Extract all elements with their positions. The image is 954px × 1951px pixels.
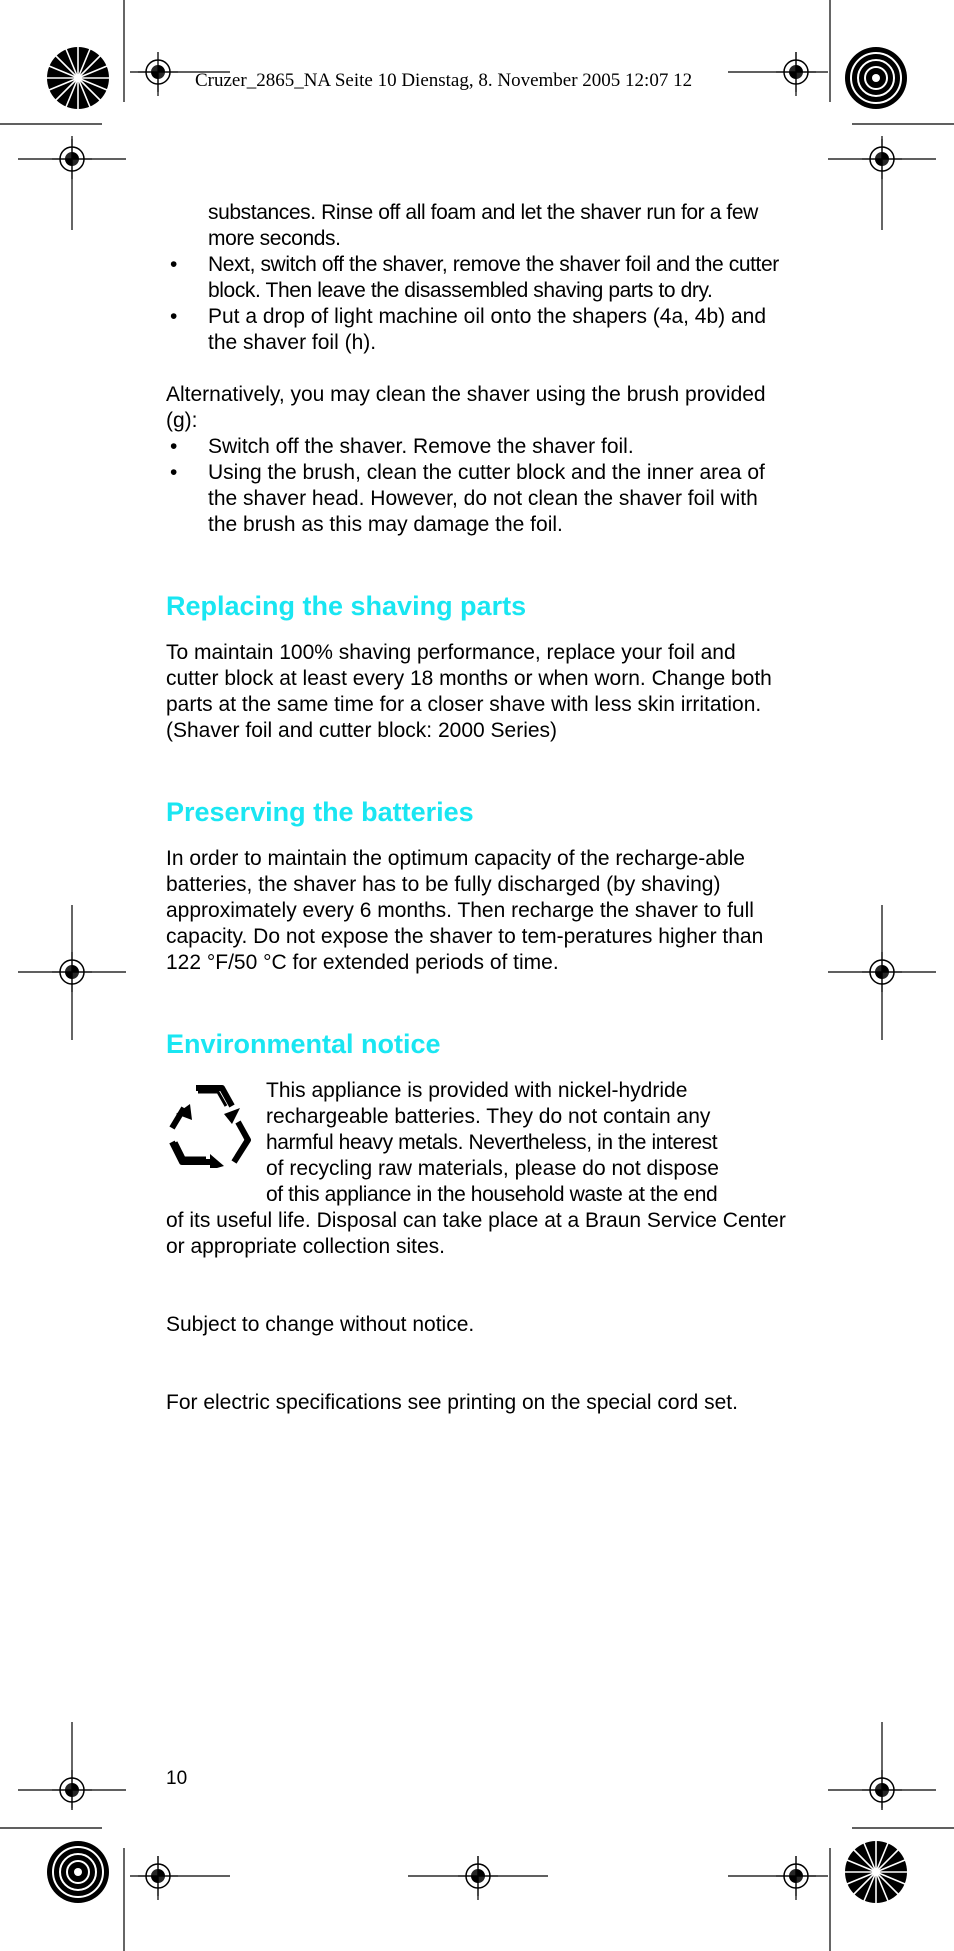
- environment-line-2: rechargeable batteries. They do not contain any: [266, 1105, 711, 1128]
- change-notice: Subject to change without notice.: [166, 1313, 475, 1336]
- environment-line-5: of this appliance in the household waste at the end: [266, 1183, 718, 1206]
- cleaning-bullet-2: • Put a drop of light machine oil onto the shapers (4a, 4b) and the shaver foil (h).: [166, 304, 786, 356]
- cleaning-section: [166, 200, 786, 538]
- replacing-section: [166, 590, 786, 744]
- replacing-body: To maintain 100% shaving performance, replace your foil and cutter block at least every 18 months or when worn. Change both parts at the same time for a closer shave with less skin irritation.: [166, 641, 772, 716]
- batteries-section: [166, 796, 786, 976]
- page-content: [166, 200, 786, 1416]
- electric-notice: For electric specifications see printing on the special cord set.: [166, 1391, 738, 1414]
- environment-section: [166, 1028, 786, 1260]
- alt-bullet-1: • Switch off the shaver. Remove the shaver foil.: [166, 434, 786, 460]
- print-slug: Cruzer_2865_NA Seite 10 Dienstag, 8. November 2005 12:07 12: [195, 70, 693, 91]
- cleaning-bullet-1: • Next, switch off the shaver, remove the shaver foil and the cutter block. Then leave the disassembled shaving parts to dry.: [166, 252, 786, 304]
- recycling-icon: [166, 1078, 252, 1168]
- environment-tail: of its useful life. Disposal can take place at a Braun Service Center or appropriate collection sites.: [166, 1209, 786, 1258]
- batteries-body: In order to maintain the optimum capacity of the recharge-able batteries, the shaver has to be fully discharged (by shaving) approximately every 6 months. Then recharge the shaver to full capacity. Do not expose the shaver to tem-peratures higher than 122 °F/50 °C for extended periods of time.: [166, 847, 764, 974]
- environment-heading: Environmental notice: [166, 1029, 441, 1059]
- page-number: 10: [166, 1768, 188, 1789]
- alt-bullet-2: • Using the brush, clean the cutter block and the inner area of the shaver head. However, do not clean the shaver foil with the brush as this may damage the foil.: [166, 460, 786, 538]
- replacing-note: (Shaver foil and cutter block: 2000 Series): [166, 719, 558, 742]
- replacing-heading: Replacing the shaving parts: [166, 591, 527, 621]
- environment-line-4: of recycling raw materials, please do not dispose: [266, 1157, 719, 1180]
- environment-notice: [166, 1078, 786, 1208]
- environment-line-3: harmful heavy metals. Nevertheless, in the interest: [266, 1131, 718, 1154]
- alt-intro: Alternatively, you may clean the shaver using the brush provided (g):: [166, 383, 766, 432]
- cleaning-continued: substances. Rinse off all foam and let the shaver run for a few more seconds.: [208, 201, 758, 250]
- environment-line-1: This appliance is provided with nickel-hydride: [266, 1079, 688, 1102]
- batteries-heading: Preserving the batteries: [166, 797, 474, 827]
